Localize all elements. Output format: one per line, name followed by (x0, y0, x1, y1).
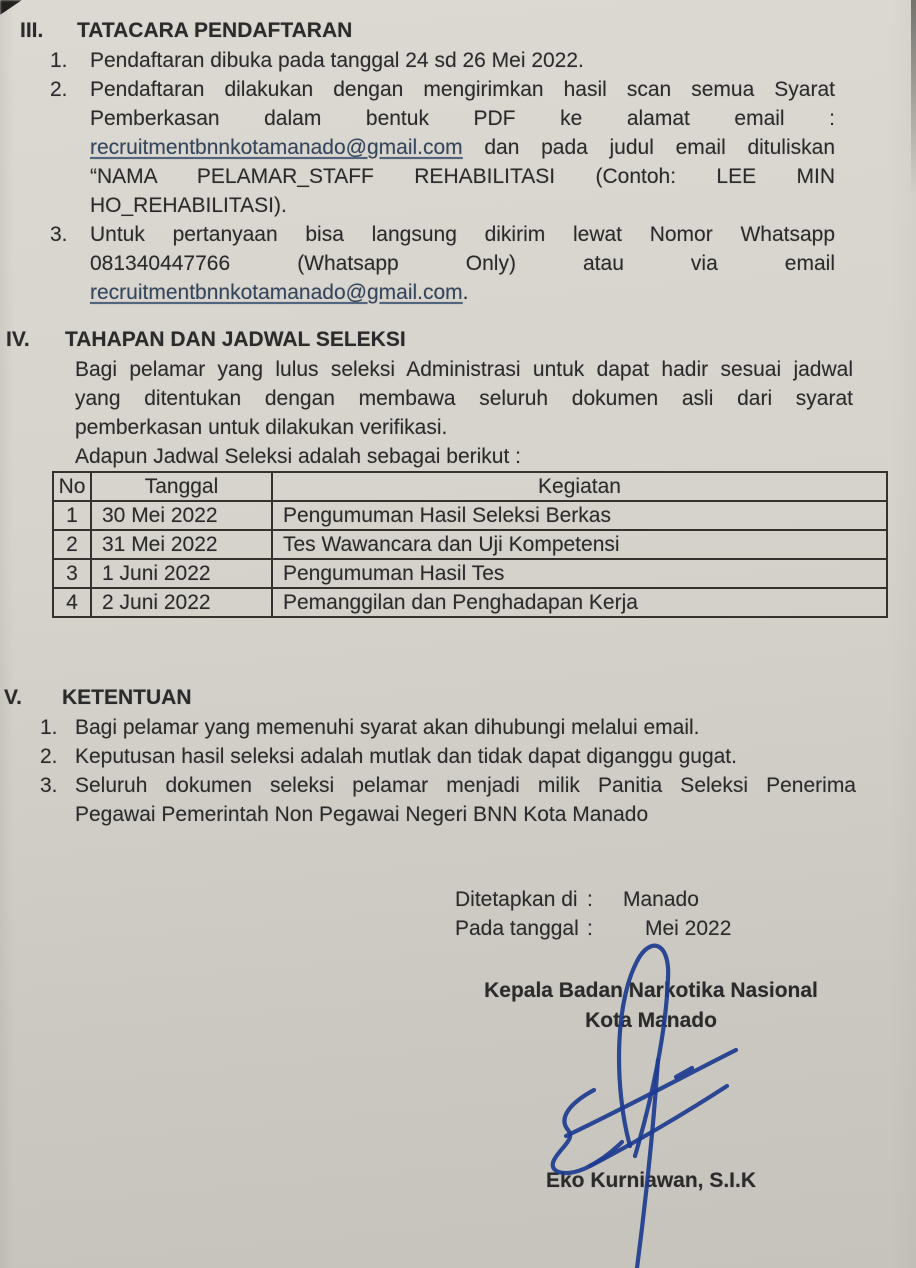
numbered-list (40, 713, 856, 829)
email-link[interactable]: recruitmentbnnkotamanado@gmail.com (90, 136, 463, 159)
table-row (53, 501, 887, 530)
table-cell: Pengumuman Hasil Seleksi Berkas (272, 501, 887, 530)
list-item-text (90, 75, 835, 220)
section-paragraph (75, 355, 853, 471)
section-tatacara-pendaftaran (0, 16, 855, 307)
text-line: Seluruh dokumen seleksi pelamar menjadi milik Panitia Seleksi Penerima (75, 774, 856, 797)
section-heading (6, 325, 866, 355)
table-header-cell: Tanggal (91, 472, 272, 501)
text-line: Bagi pelamar yang memenuhi syarat akan dihubungi melalui email. (75, 716, 700, 739)
schedule-table-wrap (52, 471, 866, 618)
date-set-value: Mei 2022 (645, 917, 732, 940)
place-set-label: Ditetapkan di (455, 888, 578, 911)
list-item-text (75, 742, 856, 771)
place-set-value: Manado (623, 888, 699, 911)
table-row (53, 530, 887, 559)
signer-office-line1: Kepala Badan Narkotika Nasional (484, 979, 818, 1002)
section-ketentuan (0, 683, 864, 829)
list-item (40, 771, 856, 829)
text-line: Adapun Jadwal Seleksi adalah sebagai berikut : (75, 445, 521, 468)
list-item (50, 75, 835, 220)
table-cell: 1 (53, 501, 91, 530)
list-item-number: 1. (50, 49, 68, 72)
table-cell: Pemanggilan dan Penghadapan Kerja (272, 588, 887, 617)
signer-office-line2: Kota Manado (585, 1009, 717, 1032)
table-cell: 2 Juni 2022 (91, 588, 272, 617)
text-line: yang ditentukan dengan membawa seluruh dokumen asli dari syarat (75, 387, 853, 410)
list-item-text (90, 46, 835, 75)
email-link[interactable]: recruitmentbnnkotamanado@gmail.com (90, 281, 463, 304)
section-number: V. (4, 686, 22, 709)
section-number: IV. (6, 328, 30, 351)
text-line: Keputusan hasil seleksi adalah mutlak dan tidak dapat diganggu gugat. (75, 745, 737, 768)
table-cell: Pengumuman Hasil Tes (272, 559, 887, 588)
list-item (50, 46, 835, 75)
section-number: III. (20, 19, 44, 42)
text-line: pemberkasan untuk dilakukan verifikasi. (75, 416, 448, 439)
signer-name: Eko Kurniawan, S.I.K (545, 1169, 757, 1192)
table-row (53, 588, 887, 617)
text-line: Bagi pelamar yang lulus seleksi Administrasi untuk dapat hadir sesuai jadwal (75, 358, 853, 381)
text-line: Untuk pertanyaan bisa langsung dikirim lewat Nomor Whatsapp (90, 223, 835, 246)
table-cell: 30 Mei 2022 (91, 501, 272, 530)
list-item (50, 220, 835, 307)
colon: : (587, 888, 593, 911)
table-cell: 2 (53, 530, 91, 559)
table-row (53, 559, 887, 588)
numbered-list (50, 46, 835, 307)
list-item-text (75, 713, 856, 742)
section-title: KETENTUAN (62, 686, 192, 709)
schedule-table (52, 471, 888, 618)
text-line: Pemberkasan dalam bentuk PDF ke alamat email : (90, 107, 835, 130)
text-line: Pegawai Pemerintah Non Pegawai Negeri BNN Kota Manado (75, 803, 649, 826)
text-line: Pendaftaran dilakukan dengan mengirimkan hasil scan semua Syarat (90, 78, 835, 101)
table-header-cell: No (53, 472, 91, 501)
text-line: 081340447766 (Whatsapp Only) atau via email (90, 252, 835, 275)
section-heading (20, 16, 855, 46)
signer-office (455, 976, 847, 1036)
section-title: TATACARA PENDAFTARAN (77, 19, 353, 42)
table-cell: 3 (53, 559, 91, 588)
table-header-row (53, 472, 887, 501)
section-title: TAHAPAN DAN JADWAL SELEKSI (65, 328, 406, 351)
list-item (40, 713, 856, 742)
section-tahapan-jadwal-seleksi (0, 325, 866, 618)
table-cell: 1 Juni 2022 (91, 559, 272, 588)
closing-block (455, 885, 847, 1195)
scan-edge-shadow (911, 0, 916, 195)
list-item-text (75, 771, 856, 829)
list-item-number: 2. (50, 78, 68, 101)
date-set-row (455, 914, 847, 943)
list-item-text (90, 220, 835, 307)
date-set-label: Pada tanggal (455, 917, 579, 940)
table-cell: 4 (53, 588, 91, 617)
list-item-number: 3. (50, 223, 68, 246)
table-cell: 31 Mei 2022 (91, 530, 272, 559)
list-item (40, 742, 856, 771)
text-line: recruitmentbnnkotamanado@gmail.com dan pada judul email dituliskan (90, 136, 835, 159)
section-heading (4, 683, 864, 713)
text-line: recruitmentbnnkotamanado@gmail.com. (90, 281, 469, 304)
text-line: “NAMA PELAMAR_STAFF REHABILITASI (Contoh: LEE MIN (90, 165, 835, 188)
list-item-number: 2. (40, 745, 58, 768)
list-item-number: 1. (40, 716, 58, 739)
table-cell: Tes Wawancara dan Uji Kompetensi (272, 530, 887, 559)
text-line: HO_REHABILITASI). (90, 194, 287, 217)
colon: : (587, 917, 593, 940)
table-header-cell: Kegiatan (272, 472, 887, 501)
list-item-number: 3. (40, 774, 58, 797)
text-line: Pendaftaran dibuka pada tanggal 24 sd 26 Mei 2022. (90, 49, 584, 72)
place-set-row (455, 885, 847, 914)
